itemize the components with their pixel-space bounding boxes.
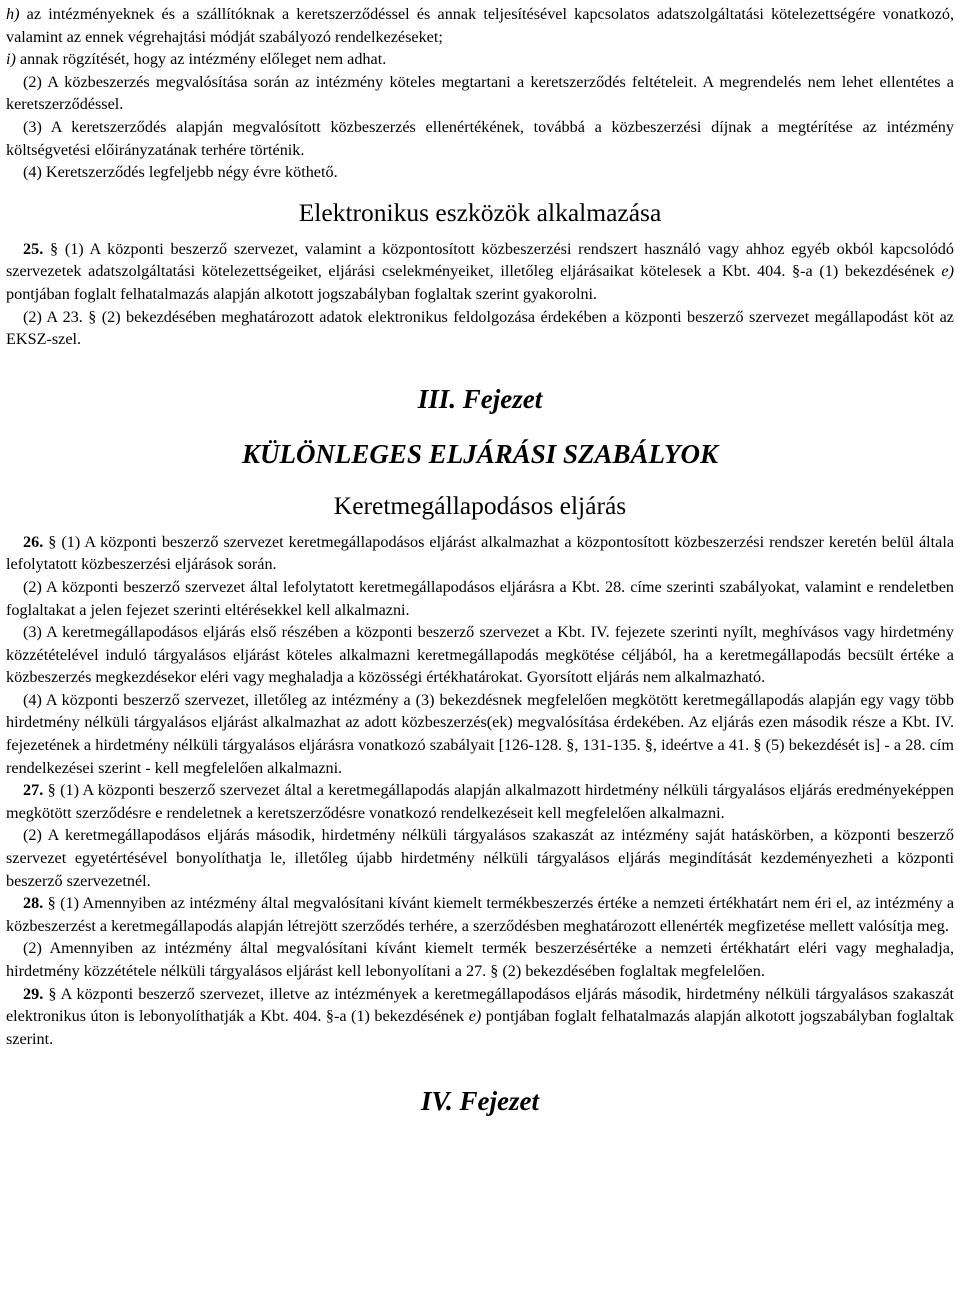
section-25-p1-a: (1) A központi beszerző szervezet, valamint a központosított közbeszerzési rendszert használó vagy ahhoz egyéb okból kapcsolódó szervezetek adatszolgáltatási kötelezettségeiket, eljárási cselekményeiket, illetőleg eljárásaikat kötelesek a Kbt. 404. <box>6 239 954 281</box>
section-28-number: 28. <box>23 894 44 913</box>
section-26-paragraph-4 <box>6 689 954 779</box>
section-27-symbol: § <box>43 781 61 800</box>
chapter-3-heading: III. Fejezet <box>417 383 543 414</box>
section-27-paragraph-1 <box>6 779 954 824</box>
section-28-p2-b: (2) bekezdésében foglaltak megfelelően. <box>498 962 765 980</box>
section-27-paragraph-2: (2) A keretmegállapodásos eljárás második, hirdetmény nélküli tárgyalásos szakaszát az intézmény saját hatáskörben, a központi beszerző szervezet egyetértésével bonyolíthatja le, illetőleg újabb hirdetmény nélküli tárgyalásos eljárás megindítását kezdeményezheti a központi beszerző szervezetnél. <box>6 826 954 890</box>
section-26-p4-symbol-2: § <box>644 736 653 755</box>
section-26-p4-symbol-1: § <box>566 736 575 755</box>
section-25-symbol: § <box>43 239 65 258</box>
section-29-p1-a: A központi beszerző szervezet, illetve az intézmények a keretmegállapodásos eljárás második, hirdetmény nélküli tárgyalásos szakaszát elektronikus úton is lebonyolíthatják a Kbt. 404. <box>6 984 954 1026</box>
section-25-p1-b: -a (1) bekezdésének <box>800 262 942 281</box>
section-28-paragraph-1 <box>6 892 954 937</box>
section-25-p1-symbol: § <box>792 262 801 281</box>
section-28-symbol: § <box>43 894 61 913</box>
section-29-symbol: § <box>43 984 61 1003</box>
section-27-number: 27. <box>23 781 44 800</box>
paragraph-4: (4) Keretszerződés legfeljebb négy évre köthető. <box>23 163 338 182</box>
section-26-p4-c: , ideértve a 41. <box>652 736 754 755</box>
section-25-paragraph-2 <box>6 306 954 351</box>
chapter-3-title: KÜLÖNLEGES ELJÁRÁSI SZABÁLYOK <box>241 438 719 469</box>
section-title-electronic: Elektronikus eszközök alkalmazása <box>298 197 662 227</box>
section-25-number: 25. <box>23 239 44 258</box>
section-26-p4-d: (5) bekezdését is] - a 28. cím rendelkezései szerint - kell megfelelően alkalmazni. <box>6 736 955 777</box>
section-25-p1-c: pontjában foglalt felhatalmazás alapján alkotott jogszabályban foglaltak szerint gyakorolni. <box>6 284 598 303</box>
item-h-marker: h) <box>6 5 20 23</box>
item-i-text: annak rögzítését, hogy az intézmény előleget nem adhat. <box>15 50 387 69</box>
section-28-p2-a: (2) Amennyiben az intézmény által megvalósítani kívánt kiemelt termék beszerzésértéke a nemzeti értékhatárt eléri vagy meghaladja, hirdetmény közzététele nélküli tárgyalásos eljárást kell lebonyolítani a 27. <box>6 939 954 980</box>
section-26-paragraph-2: (2) A központi beszerző szervezet által lefolytatott keretmegállapodásos eljárásra a Kbt. 28. címe szerinti szabályokat, valamint e rendeletben foglaltakat a jelen fejezet szerinti eltérésekkel kell alkalmazni. <box>6 577 954 619</box>
section-26-paragraph-3: (3) A keretmegállapodásos eljárás első részében a központi beszerző szervezet a Kbt. IV. fejezete szerinti nyílt, meghívásos vagy hirdetmény közzétételével induló tárgyalásos eljárást köteles alkalmazni keretmegállapodás megkötése céljából, ha a keretmegállapodás becsült értéke a közbeszerzés megkezdésekor eléri vagy meghaladja a közösségi értékhatárokat. Gyorsított eljárás nem alkalmazható. <box>6 623 954 687</box>
section-29-number: 29. <box>23 984 44 1003</box>
section-26-symbol: § <box>43 532 62 551</box>
item-h <box>6 0 954 48</box>
section-26-p1-text: (1) A központi beszerző szervezet keretmegállapodásos eljárást alkalmazhat a központosított közbeszerzési rendszer keretén belül általa lefolytatott közbeszerzési eljárások során. <box>6 532 955 574</box>
item-i-marker: i) <box>6 50 16 69</box>
section-25-p1-e: e) <box>941 262 954 281</box>
section-26-number: 26. <box>23 532 44 551</box>
chapter-3-subtitle: Keretmegállapodásos eljárás <box>333 490 627 520</box>
section-27-p1-text: (1) A központi beszerző szervezet által a keretmegállapodás alapján alkalmazott hirdetmény nélküli tárgyalásos eljárás eredményeképpen megkötött szerződésre e rendeletnek a keretszerződésre vonatkozó rendelkezéseit kell megfelelően alkalmazni. <box>6 781 954 822</box>
section-26-p4-a: (4) A központi beszerző szervezet, illetőleg az intézmény a (3) bekezdésnek megfelelően megkötött keretmegállapodás alapján egy vagy több hirdetmény nélküli tárgyalásos eljárást alkalmazhat az adott közbeszerzés(ek) megvalósítása érdekében. Az eljárás ezen második része a Kbt. IV. fejezetének a hirdetmény nélküli tárgyalásos eljárásra vonatkozó szabályait [126-128. <box>6 690 954 755</box>
paragraph-2: (2) A közbeszerzés megvalósítása során az intézmény köteles megtartani a keretszerződés feltételeit. A megrendelés nem lehet ellentétes a keretszerződéssel. <box>6 72 954 114</box>
section-28-p1-text: (1) Amennyiben az intézmény által megvalósítani kívánt kiemelt termékbeszerzés értéke a nemzeti értékhatárt nem éri el, az intézmény a közbeszerzést a keretmegállapodás alapján létrejött szerződés terhére, a szerződésben meghatározott ellenérték megfizetése mellett valósítja meg. <box>6 894 955 935</box>
chapter-4-heading: IV. Fejezet <box>420 1086 539 1117</box>
section-25-p2-symbol: § <box>88 307 97 326</box>
section-29-p1-c: pontjában foglalt felhatalmazás alapján alkotott jogszabályban foglaltak szerint. <box>6 1007 954 1048</box>
section-28-p2-symbol: § <box>490 962 499 980</box>
section-29-p1-e: e) <box>468 1007 482 1026</box>
section-28-paragraph-2 <box>6 937 954 982</box>
section-26-p4-b: , 131-135. <box>574 736 645 755</box>
section-25-p2-b: (2) bekezdésében meghatározott adatok elektronikus feldolgozása érdekében a központi beszerző szervezet megállapodást köt az EKSZ-szel. <box>6 307 954 349</box>
section-29-p1-symbol: § <box>325 1007 335 1026</box>
paragraph-3: (3) A keretszerződés alapján megvalósított közbeszerzés ellenértékének, továbbá a közbeszerzési díjnak a megtérítése az intézmény költségvetési előirányzatának terhére történik. <box>6 117 954 159</box>
item-h-text: az intézményeknek és a szállítóknak a keretszerződéssel és annak teljesítésével kapcsolatos adatszolgáltatási kötelezettségére vonatkozó, valamint az ennek végrehajtási módját szabályozó rendelkezéseket; <box>6 5 954 46</box>
section-26-p4-symbol-3: § <box>753 736 762 755</box>
item-i <box>6 48 954 71</box>
section-25-paragraph-1 <box>6 238 954 306</box>
section-29-paragraph-1 <box>6 983 954 1051</box>
section-26-paragraph-1 <box>6 531 954 576</box>
section-25-p2-a: (2) A 23. <box>23 307 89 326</box>
section-29-p1-b: -a (1) bekezdésének <box>334 1007 469 1026</box>
